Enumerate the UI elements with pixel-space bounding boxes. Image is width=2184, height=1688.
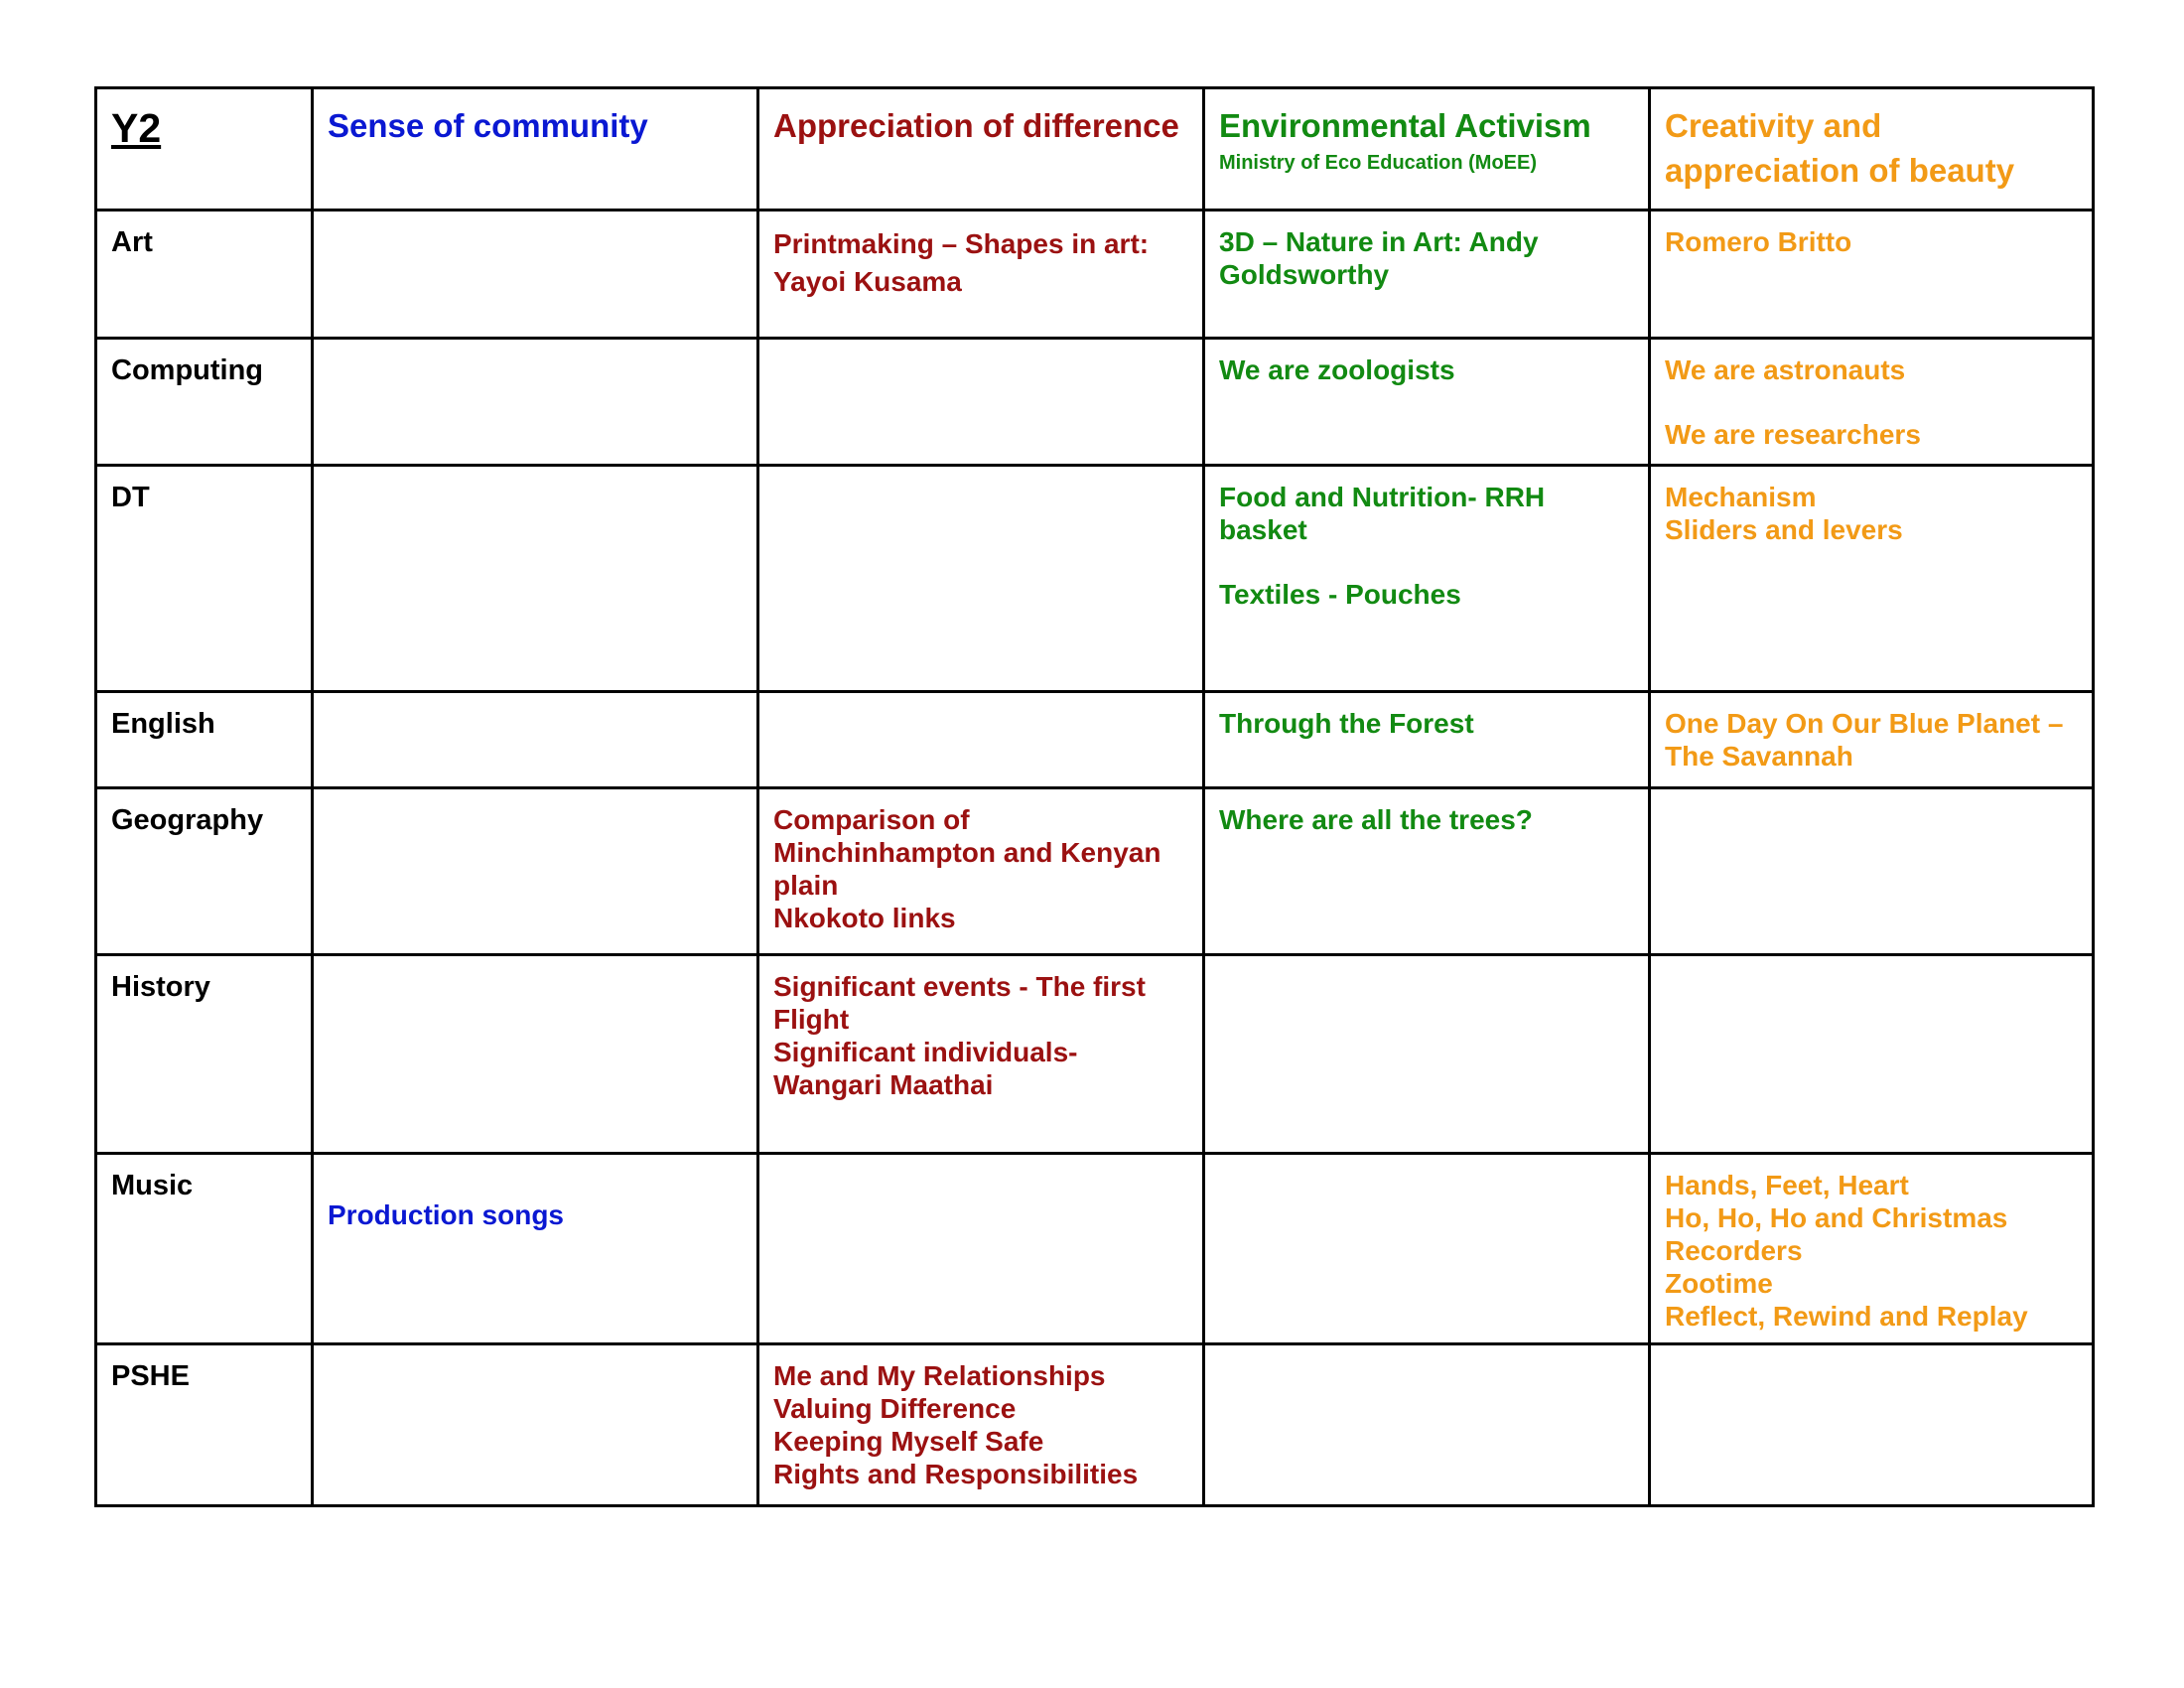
table-row (96, 788, 2094, 955)
community-cell (313, 466, 758, 692)
subject-cell (96, 1344, 313, 1506)
community-cell (313, 692, 758, 788)
creativity-cell (1650, 692, 2094, 788)
community-header: Sense of community (328, 107, 648, 144)
subject-cell (96, 339, 313, 466)
subject-label: Computing (111, 354, 264, 386)
difference-cell (758, 1154, 1204, 1344)
cell-line: Mechanism (1665, 482, 1817, 512)
creativity-header-cell (1650, 88, 2094, 211)
table-row (96, 1154, 2094, 1344)
subject-cell (96, 466, 313, 692)
subject-cell (96, 692, 313, 788)
community-cell (313, 211, 758, 339)
cell-line: Hands, Feet, Heart (1665, 1170, 1909, 1200)
creativity-cell (1650, 211, 2094, 339)
cell-line: Significant events - The first Flight (773, 971, 1146, 1035)
table-row (96, 211, 2094, 339)
environment-cell (1204, 211, 1650, 339)
difference-cell (758, 466, 1204, 692)
difference-header: Appreciation of difference (773, 107, 1179, 144)
cell-line: Me and My Relationships (773, 1360, 1106, 1391)
creativity-cell (1650, 1154, 2094, 1344)
cell-line: Food and Nutrition- RRH basket (1219, 482, 1546, 545)
cell-line: We are researchers (1665, 419, 1921, 450)
difference-cell (758, 1344, 1204, 1506)
difference-cell (758, 955, 1204, 1154)
subject-label: PSHE (111, 1360, 190, 1392)
difference-cell (758, 211, 1204, 339)
cell-line: Sliders and levers (1665, 514, 1903, 545)
environment-cell (1204, 1344, 1650, 1506)
cell-line: Reflect, Rewind and Replay (1665, 1301, 2028, 1332)
creativity-cell (1650, 1344, 2094, 1506)
cell-line: Yayoi Kusama (773, 266, 962, 297)
difference-cell (758, 788, 1204, 955)
cell-line: Through the Forest (1219, 708, 1474, 739)
cell-line: Valuing Difference (773, 1393, 1017, 1424)
cell-line: Textiles - Pouches (1219, 579, 1461, 610)
difference-cell (758, 339, 1204, 466)
table-row (96, 955, 2094, 1154)
environment-cell (1204, 955, 1650, 1154)
subject-label: DT (111, 482, 150, 513)
subject-cell (96, 788, 313, 955)
year-header-cell (96, 88, 313, 211)
cell-line: We are zoologists (1219, 354, 1455, 385)
subject-label: Geography (111, 804, 264, 836)
environment-cell (1204, 692, 1650, 788)
environment-cell (1204, 339, 1650, 466)
subject-label: Art (111, 226, 153, 258)
year-label: Y2 (111, 105, 162, 151)
environment-header: Environmental Activism (1219, 107, 1591, 144)
header-row (96, 88, 2094, 211)
table-row (96, 692, 2094, 788)
difference-cell (758, 692, 1204, 788)
cell-line: Production songs (328, 1199, 564, 1230)
curriculum-table (94, 86, 2095, 1507)
cell-line: Romero Britto (1665, 226, 1852, 257)
cell-line: Rights and Responsibilities (773, 1459, 1139, 1489)
cell-line: Recorders (1665, 1235, 1803, 1266)
cell-line: Comparison of Minchinhampton and Kenyan plain (773, 804, 1161, 901)
subject-cell (96, 211, 313, 339)
environment-subheader: Ministry of Eco Education (MoEE) (1219, 152, 1538, 174)
table-row (96, 466, 2094, 692)
creativity-cell (1650, 788, 2094, 955)
cell-line: Significant individuals- Wangari Maathai (773, 1037, 1078, 1100)
environment-header-cell (1204, 88, 1650, 211)
table-row (96, 339, 2094, 466)
community-header-cell (313, 88, 758, 211)
subject-label: Music (111, 1170, 194, 1201)
environment-cell (1204, 788, 1650, 955)
cell-line: Ho, Ho, Ho and Christmas (1665, 1202, 2008, 1233)
cell-line: Printmaking – Shapes in art: (773, 228, 1150, 259)
cell-line: One Day On Our Blue Planet – The Savannah (1665, 708, 2064, 772)
table-row (96, 1344, 2094, 1506)
subject-cell (96, 955, 313, 1154)
difference-header-cell (758, 88, 1204, 211)
creativity-header: Creativity and appreciation of beauty (1665, 107, 2015, 189)
environment-cell (1204, 466, 1650, 692)
cell-line: Zootime (1665, 1268, 1773, 1299)
subject-cell (96, 1154, 313, 1344)
community-cell (313, 788, 758, 955)
community-cell (313, 1154, 758, 1344)
cell-line: We are astronauts (1665, 354, 1906, 385)
subject-label: English (111, 708, 215, 740)
community-cell (313, 955, 758, 1154)
community-cell (313, 1344, 758, 1506)
cell-line: Nkokoto links (773, 903, 956, 933)
cell-line: Keeping Myself Safe (773, 1426, 1044, 1457)
community-cell (313, 339, 758, 466)
environment-cell (1204, 1154, 1650, 1344)
subject-label: History (111, 971, 210, 1003)
creativity-cell (1650, 955, 2094, 1154)
cell-line: Where are all the trees? (1219, 804, 1533, 835)
creativity-cell (1650, 339, 2094, 466)
creativity-cell (1650, 466, 2094, 692)
cell-line: 3D – Nature in Art: Andy Goldsworthy (1219, 226, 1539, 290)
